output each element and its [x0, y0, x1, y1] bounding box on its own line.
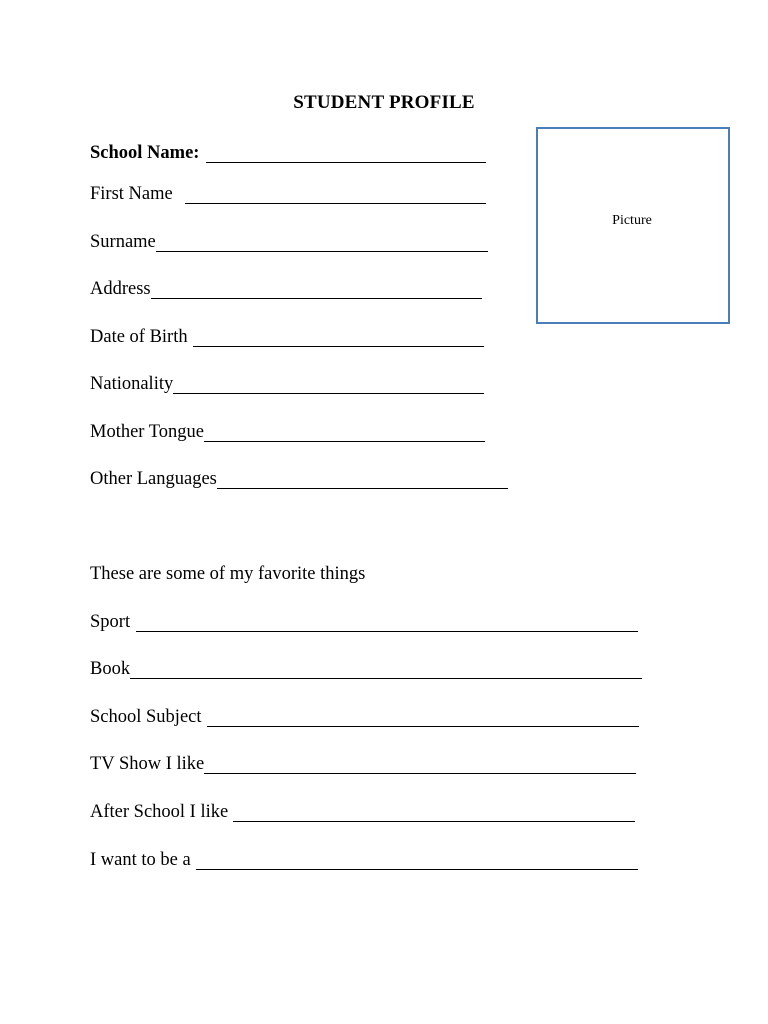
want-to-be-blank[interactable]: [196, 853, 638, 870]
field-book: [90, 658, 642, 680]
field-after-school: [90, 801, 635, 823]
field-label: Sport: [90, 612, 131, 632]
tv-show-blank[interactable]: [204, 757, 636, 774]
field-label: First Name: [90, 184, 173, 204]
picture-box[interactable]: [536, 127, 730, 324]
picture-label: Picture: [612, 212, 652, 228]
nationality-blank[interactable]: [173, 377, 484, 394]
sport-blank[interactable]: [136, 615, 638, 632]
after-school-blank[interactable]: [233, 805, 635, 822]
field-label: Address: [90, 279, 151, 299]
page-title: STUDENT PROFILE: [293, 92, 475, 113]
field-mother-tongue: [90, 421, 485, 443]
field-address: [90, 278, 482, 300]
field-tv-show: [90, 753, 636, 775]
field-label: Surname: [90, 232, 156, 252]
field-other-languages: [90, 468, 508, 490]
mother-tongue-blank[interactable]: [204, 425, 485, 442]
address-blank[interactable]: [151, 282, 482, 299]
field-label: Mother Tongue: [90, 422, 204, 442]
first-name-blank[interactable]: [185, 187, 486, 204]
field-label: I want to be a: [90, 850, 191, 870]
field-first-name: [90, 183, 486, 205]
field-sport: [90, 611, 638, 633]
school-name-blank[interactable]: [206, 146, 486, 163]
field-date-of-birth: [90, 326, 484, 348]
field-school-subject: [90, 706, 639, 728]
field-want-to-be: [90, 849, 638, 871]
field-label: School Name:: [90, 143, 200, 163]
school-subject-blank[interactable]: [207, 710, 639, 727]
field-label: After School I like: [90, 802, 229, 822]
field-label: School Subject: [90, 707, 202, 727]
field-label: Book: [90, 659, 131, 679]
book-blank[interactable]: [130, 662, 642, 679]
field-label: TV Show I like: [90, 754, 205, 774]
other-languages-blank[interactable]: [217, 472, 508, 489]
field-school-name: [90, 142, 486, 164]
favorites-heading: These are some of my favorite things: [90, 564, 366, 584]
field-label: Nationality: [90, 374, 174, 394]
field-nationality: [90, 373, 484, 395]
surname-blank[interactable]: [156, 235, 488, 252]
date-of-birth-blank[interactable]: [193, 330, 484, 347]
field-label: Date of Birth: [90, 327, 188, 347]
field-surname: [90, 231, 488, 253]
field-label: Other Languages: [90, 469, 217, 489]
